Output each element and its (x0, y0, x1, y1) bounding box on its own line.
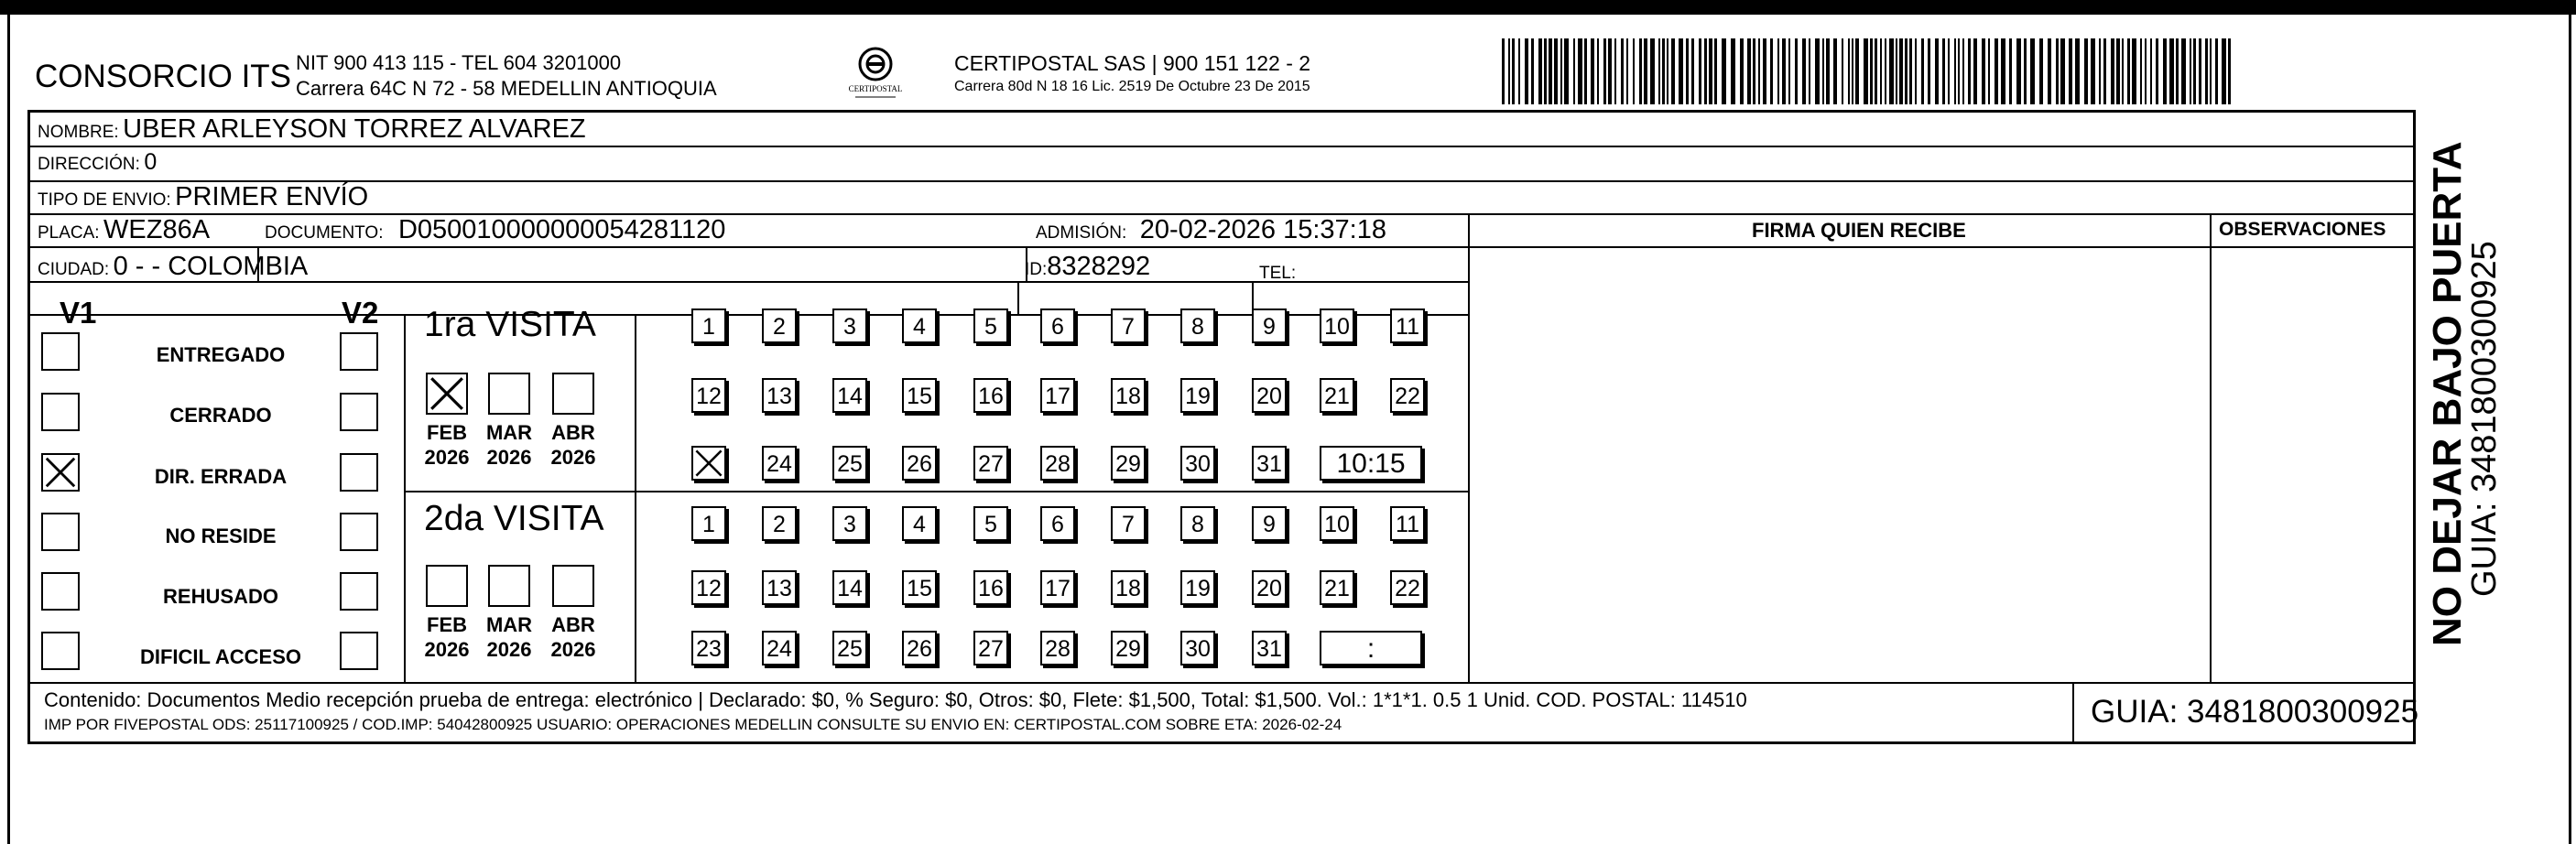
barcode-bar (1608, 38, 1612, 104)
side-warning: NO DEJAR BAJO PUERTA (2425, 141, 2470, 646)
barcode-bar (2069, 38, 2072, 104)
barcode-bar (1777, 38, 1779, 104)
status-label-no-reside: NO RESIDE (165, 525, 277, 547)
signature-header-divider (1470, 246, 2413, 248)
certipostal-logo (830, 44, 921, 101)
nit-line: NIT 900 413 115 - TEL 604 3201000 (296, 51, 622, 74)
barcode-bar (2145, 38, 2147, 104)
barcode-bar (1560, 38, 1562, 104)
barcode-bar (1855, 38, 1859, 104)
second-visit-day-25[interactable]: 25 (832, 631, 867, 665)
second-visit-day-28[interactable]: 28 (1040, 631, 1075, 665)
first-visit-day-4[interactable]: 4 (902, 308, 937, 343)
barcode-bar (2169, 38, 2174, 104)
placa-value: WEZ86A (103, 215, 211, 244)
barcode-bar (1704, 38, 1707, 104)
barcode-bar (1864, 38, 1868, 104)
barcode-bar (2210, 38, 2212, 104)
barcode-bar (2132, 38, 2136, 104)
ciudad-label: CIUDAD: (38, 260, 110, 279)
v2-checkbox-dir-errada[interactable] (340, 453, 378, 492)
firma-label: FIRMA QUIEN RECIBE (1752, 219, 1966, 242)
barcode-bar (1809, 38, 1810, 104)
barcode-bar (1994, 38, 1998, 104)
v2-checkbox-entregado[interactable] (340, 332, 378, 371)
barcode-bar (2199, 38, 2201, 104)
barcode-bar (1982, 38, 1985, 104)
barcode-bar (1578, 38, 1582, 104)
second-visit-day-8[interactable]: 8 (1180, 506, 1215, 541)
barcode-bar (2111, 38, 2114, 104)
second-visit-month-checkbox-mar[interactable] (488, 565, 530, 607)
footer-divider (30, 682, 2413, 684)
barcode-bar (1988, 38, 1990, 104)
barcode-bar (1763, 38, 1766, 104)
documento-cell (265, 215, 725, 245)
v1-header: V1 (60, 296, 97, 330)
barcode-bar (1842, 38, 1843, 104)
barcode-bar (1928, 38, 1930, 104)
first-visit-day-7[interactable]: 7 (1111, 308, 1146, 343)
second-visit-day-3[interactable]: 3 (832, 506, 867, 541)
second-visit-day-30[interactable]: 30 (1180, 631, 1215, 665)
company-name: CONSORCIO ITS (35, 59, 292, 94)
first-visit-day-5[interactable]: 5 (973, 308, 1008, 343)
barcode-bar (1554, 38, 1558, 104)
barcode-bar (1667, 38, 1668, 104)
row-divider (30, 146, 2413, 147)
barcode-bar (1671, 38, 1675, 104)
second-visit-day-21[interactable]: 21 (1320, 570, 1354, 605)
barcode-bar (1531, 38, 1534, 104)
tipo-value: PRIMER ENVÍO (175, 182, 369, 211)
barcode-bar (2122, 38, 2124, 104)
first-visit-day-12[interactable]: 12 (691, 378, 726, 413)
first-visit-title: 1ra VISITA (424, 305, 596, 344)
ciudad-cell (38, 252, 308, 282)
placa-cell (38, 215, 210, 245)
barcode-bar (1538, 38, 1542, 104)
second-visit-day-17[interactable]: 17 (1040, 570, 1075, 605)
barcode-bar (1852, 38, 1853, 104)
barcode-bar (2099, 38, 2101, 104)
second-visit-day-27[interactable]: 27 (973, 631, 1008, 665)
second-visit-day-10[interactable]: 10 (1320, 506, 1354, 541)
first-visit-day-6[interactable]: 6 (1040, 308, 1075, 343)
second-visit-title: 2da VISITA (424, 499, 604, 538)
address-line: Carrera 64C N 72 - 58 MEDELLIN ANTIOQUIA (296, 77, 717, 100)
tel-label: TEL: (1259, 264, 1297, 283)
barcode-bar (1896, 38, 1897, 104)
barcode-bar (1942, 38, 1945, 104)
first-visit-day-10[interactable]: 10 (1320, 308, 1354, 343)
barcode-bar (2156, 38, 2158, 104)
first-visit-day-2[interactable]: 2 (762, 308, 797, 343)
second-visit-day-18[interactable]: 18 (1111, 570, 1146, 605)
first-visit-day-18[interactable]: 18 (1111, 378, 1146, 413)
left-edge (7, 0, 10, 844)
second-visit-day-12[interactable]: 12 (691, 570, 726, 605)
barcode-bar (1502, 38, 1505, 104)
barcode-bar (2024, 38, 2027, 104)
barcode-bar (2075, 38, 2080, 104)
direccion-row (38, 149, 157, 176)
v1-checkbox-no-reside[interactable] (41, 513, 80, 551)
id-cell (1025, 252, 1150, 282)
delivery-form (27, 110, 2419, 744)
barcode-bar (2103, 38, 2106, 104)
documento-label: DOCUMENTO: (265, 223, 384, 243)
barcode-bar (1935, 38, 1939, 104)
top-border (0, 0, 2576, 15)
first-visit-day-13[interactable]: 13 (762, 378, 797, 413)
status-divider (404, 314, 406, 682)
first-visit-time-field[interactable]: 10:15 (1320, 446, 1422, 481)
nombre-label: NOMBRE: (38, 123, 119, 142)
barcode-bar (1699, 38, 1701, 104)
first-visit-day-26[interactable]: 26 (902, 446, 937, 481)
barcode-bar (1815, 38, 1820, 104)
barcode-bar (1626, 38, 1628, 104)
v2-header: V2 (342, 296, 379, 330)
row-divider (30, 246, 1468, 248)
barcode-bar (1644, 38, 1647, 104)
right-edge (2569, 0, 2571, 844)
barcode-bar (1662, 38, 1665, 104)
first-visit-day-16[interactable]: 16 (973, 378, 1008, 413)
barcode-bar (2181, 38, 2186, 104)
barcode-bar (1709, 38, 1712, 104)
col-divider (1468, 213, 1470, 682)
first-visit-day-9[interactable]: 9 (1252, 308, 1287, 343)
second-visit-day-1[interactable]: 1 (691, 506, 726, 541)
barcode-bar (2039, 38, 2043, 104)
second-visit-day-24[interactable]: 24 (762, 631, 797, 665)
id-value: 8328292 (1047, 252, 1151, 281)
first-visit-month-checkbox-abr[interactable] (552, 373, 594, 415)
barcode-bar (1833, 38, 1837, 104)
barcode-bar (1747, 38, 1751, 104)
second-visit-day-20[interactable]: 20 (1252, 570, 1287, 605)
second-visit-day-29[interactable]: 29 (1111, 631, 1146, 665)
barcode-bar (1753, 38, 1755, 104)
barcode-bar (1915, 38, 1917, 104)
first-visit-day-22[interactable]: 22 (1390, 378, 1425, 413)
barcode-bar (1782, 38, 1786, 104)
v2-checkbox-rehusado[interactable] (340, 572, 378, 611)
v1-checkbox-rehusado[interactable] (41, 572, 80, 611)
barcode-bar (1770, 38, 1773, 104)
barcode-bar (1880, 38, 1882, 104)
second-visit-day-23[interactable]: 23 (691, 631, 726, 665)
admision-value: 20-02-2026 15:37:18 (1139, 215, 1386, 244)
second-visit-month-label-feb: FEB 2026 (424, 613, 470, 661)
barcode-bar (1603, 38, 1606, 104)
first-visit-day-23[interactable] (691, 446, 726, 481)
barcode-bar (2084, 38, 2088, 104)
barcode-bar (1584, 38, 1587, 104)
barcode-bar (2009, 38, 2012, 104)
barcode-bar (1731, 38, 1735, 104)
second-visit-day-11[interactable]: 11 (1390, 506, 1425, 541)
first-visit-day-24[interactable]: 24 (762, 446, 797, 481)
first-visit-day-27[interactable]: 27 (973, 446, 1008, 481)
footer-content-line: Contenido: Documentos Medio recepción prueba de entrega: electrónico | Declarado: $0, % Seguro: $0, Otros: $0, Flete: $1,500, Total: $1,500. Vol.: 1*1*1. 0.5 1 Unid. COD. POSTAL: 114510 (44, 688, 1747, 711)
barcode-bar (2215, 38, 2218, 104)
direccion-label: DIRECCIÓN: (38, 155, 140, 174)
first-visit-day-19[interactable]: 19 (1180, 378, 1215, 413)
barcode-bar (1958, 38, 1960, 104)
first-visit-day-29[interactable]: 29 (1111, 446, 1146, 481)
barcode-bar (1564, 38, 1569, 104)
v1-checkbox-dir-errada[interactable] (41, 453, 80, 492)
first-visit-day-21[interactable]: 21 (1320, 378, 1354, 413)
visit-divider (404, 491, 1468, 492)
barcode-bar (1614, 38, 1616, 104)
carrier-subline: Carrera 80d N 18 16 Lic. 2519 De Octubre 23 De 2015 (954, 79, 1310, 94)
v1-checkbox-cerrado[interactable] (41, 393, 80, 431)
v1-checkbox-dificil-acceso[interactable] (41, 632, 80, 670)
barcode-bar (1889, 38, 1894, 104)
barcode-icon (1502, 38, 2234, 104)
barcode-bar (2001, 38, 2005, 104)
barcode-bar (1905, 38, 1908, 104)
visit-divider-v (635, 314, 636, 682)
barcode-bar (2163, 38, 2167, 104)
direccion-value: 0 (144, 149, 158, 175)
ciudad-value: 0 - - COLOMBIA (113, 252, 309, 281)
barcode-bar (1621, 38, 1624, 104)
second-visit-day-31[interactable]: 31 (1252, 631, 1287, 665)
v1-checkbox-entregado[interactable] (41, 332, 80, 371)
barcode-bar (1512, 38, 1515, 104)
barcode-bar (2116, 38, 2120, 104)
placa-label: PLACA: (38, 223, 100, 243)
barcode-bar (1525, 38, 1528, 104)
first-visit-month-label-abr: ABR 2026 (550, 421, 596, 469)
barcode-bar (1848, 38, 1850, 104)
second-visit-day-4[interactable]: 4 (902, 506, 937, 541)
barcode-bar (1870, 38, 1873, 104)
barcode-bar (1788, 38, 1790, 104)
documento-value: D050010000000054281120 (397, 215, 726, 244)
barcode-bar (1633, 38, 1635, 104)
barcode-bar (1691, 38, 1694, 104)
barcode-bar (1679, 38, 1683, 104)
v2-checkbox-cerrado[interactable] (340, 393, 378, 431)
second-visit-month-checkbox-abr[interactable] (552, 565, 594, 607)
barcode-bar (1740, 38, 1744, 104)
barcode-bar (1973, 38, 1977, 104)
barcode-bar (1899, 38, 1903, 104)
barcode-bar (1658, 38, 1660, 104)
second-visit-day-7[interactable]: 7 (1111, 506, 1146, 541)
second-visit-time-field[interactable]: : (1320, 631, 1422, 665)
barcode-bar (1962, 38, 1964, 104)
second-visit-day-9[interactable]: 9 (1252, 506, 1287, 541)
barcode-bar (1597, 38, 1599, 104)
barcode-bar (2016, 38, 2021, 104)
id-label: ID: (1025, 260, 1048, 279)
guia-divider (2072, 682, 2074, 744)
barcode-bar (1795, 38, 1798, 104)
barcode-bar (2205, 38, 2208, 104)
second-visit-day-5[interactable]: 5 (973, 506, 1008, 541)
barcode-bar (2150, 38, 2152, 104)
barcode-bar (1573, 38, 1575, 104)
status-label-dificil-acceso: DIFICIL ACCESO (139, 645, 301, 668)
first-visit-day-14[interactable]: 14 (832, 378, 867, 413)
first-visit-month-checkbox-mar[interactable] (488, 373, 530, 415)
barcode-bar (1875, 38, 1877, 104)
status-label-entregado: ENTREGADO (156, 343, 286, 366)
carrier-line: CERTIPOSTAL SAS | 900 151 122 - 2 (954, 51, 1311, 75)
second-visit-day-2[interactable]: 2 (762, 506, 797, 541)
second-visit-day-16[interactable]: 16 (973, 570, 1008, 605)
second-visit-day-6[interactable]: 6 (1040, 506, 1075, 541)
first-visit-day-17[interactable]: 17 (1040, 378, 1075, 413)
barcode-bar (2048, 38, 2051, 104)
barcode-bar (1591, 38, 1594, 104)
footer-print-line: IMP POR FIVEPOSTAL ODS: 25117100925 / COD.IMP: 54042800925 USUARIO: OPERACIONES MEDELLIN CONSULTE SU ENVIO EN: CERTIPOSTAL.COM SOBRE ETA: 2026-02-24 (44, 716, 1342, 733)
barcode-bar (1826, 38, 1830, 104)
first-visit-day-3[interactable]: 3 (832, 308, 867, 343)
tel-cell (1259, 255, 1296, 286)
second-visit-day-13[interactable]: 13 (762, 570, 797, 605)
barcode-bar (1921, 38, 1924, 104)
side-guia: GUIA: 3481800300925 (2465, 241, 2504, 597)
second-visit-day-19[interactable]: 19 (1180, 570, 1215, 605)
barcode-bar (1650, 38, 1655, 104)
first-visit-day-1[interactable]: 1 (691, 308, 726, 343)
first-visit-day-15[interactable]: 15 (902, 378, 937, 413)
col-divider (2210, 213, 2212, 682)
barcode-bar (2091, 38, 2095, 104)
observaciones-label: OBSERVACIONES (2219, 219, 2386, 240)
row-divider (30, 180, 2413, 182)
second-visit-month-checkbox-feb[interactable] (426, 565, 468, 607)
first-visit-day-31[interactable]: 31 (1252, 446, 1287, 481)
first-visit-day-8[interactable]: 8 (1180, 308, 1215, 343)
barcode-bar (1968, 38, 1971, 104)
tipo-label: TIPO DE ENVIO: (38, 190, 171, 210)
first-visit-day-30[interactable]: 30 (1180, 446, 1215, 481)
barcode-bar (2176, 38, 2179, 104)
barcode-bar (1518, 38, 1520, 104)
logo-text: CERTIPOSTAL (848, 84, 903, 93)
barcode-bar (2228, 38, 2231, 104)
nombre-value: UBER ARLEYSON TORREZ ALVAREZ (123, 114, 586, 144)
barcode-bar (2190, 38, 2191, 104)
barcode-bar (2127, 38, 2130, 104)
second-visit-day-26[interactable]: 26 (902, 631, 937, 665)
barcode-bar (1714, 38, 1717, 104)
barcode-bar (1758, 38, 1760, 104)
nombre-row (38, 114, 586, 145)
barcode-bar (1686, 38, 1689, 104)
second-visit-month-label-abr: ABR 2026 (550, 613, 596, 661)
first-visit-day-11[interactable]: 11 (1390, 308, 1425, 343)
admision-cell (1036, 215, 1386, 245)
second-visit-month-label-mar: MAR 2026 (485, 613, 533, 661)
first-visit-day-28[interactable]: 28 (1040, 446, 1075, 481)
barcode-bar (1549, 38, 1552, 104)
status-label-rehusado: REHUSADO (163, 585, 278, 608)
barcode-bar (1802, 38, 1806, 104)
second-visit-day-15[interactable]: 15 (902, 570, 937, 605)
barcode-bar (2056, 38, 2059, 104)
barcode-bar (2193, 38, 2196, 104)
first-visit-month-checkbox-feb[interactable] (426, 373, 468, 415)
barcode-bar (2030, 38, 2035, 104)
first-visit-month-label-mar: MAR 2026 (485, 421, 533, 469)
barcode-bar (2140, 38, 2142, 104)
guia-number: GUIA: 3481800300925 (2091, 694, 2419, 730)
second-visit-day-14[interactable]: 14 (832, 570, 867, 605)
v2-checkbox-dificil-acceso[interactable] (340, 632, 378, 670)
barcode-bar (1948, 38, 1950, 104)
first-visit-month-label-feb: FEB 2026 (424, 421, 470, 469)
barcode-bar (1954, 38, 1956, 104)
second-visit-day-22[interactable]: 22 (1390, 570, 1425, 605)
admision-label: ADMISIÓN: (1036, 223, 1127, 243)
barcode-bar (1722, 38, 1726, 104)
status-label-cerrado: CERRADO (169, 404, 272, 427)
barcode-bar (1508, 38, 1510, 104)
barcode-bar (1909, 38, 1912, 104)
cell-divider (1017, 281, 1019, 314)
barcode-bar (1639, 38, 1642, 104)
barcode-bar (2060, 38, 2065, 104)
barcode-bar (1544, 38, 1547, 104)
first-visit-day-25[interactable]: 25 (832, 446, 867, 481)
barcode-bar (1822, 38, 1824, 104)
barcode-bar (2222, 38, 2226, 104)
v2-checkbox-no-reside[interactable] (340, 513, 378, 551)
barcode-bar (1885, 38, 1886, 104)
status-label-dir-errada: DIR. ERRADA (154, 465, 288, 488)
tipo-row (38, 182, 368, 212)
first-visit-day-20[interactable]: 20 (1252, 378, 1287, 413)
